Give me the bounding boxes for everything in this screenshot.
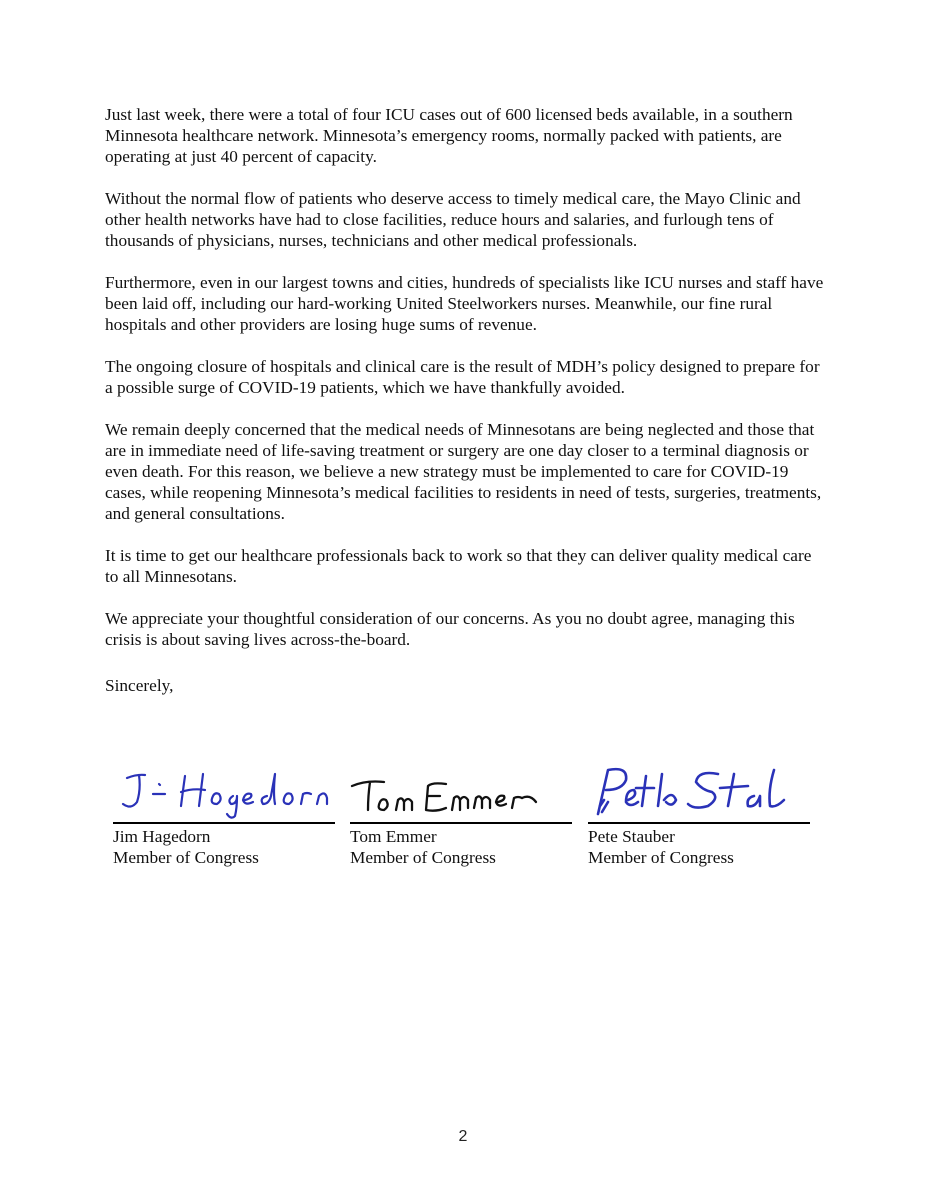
signer-name: Jim Hagedorn: [113, 827, 211, 846]
paragraph-layoffs: Furthermore, even in our largest towns and cities, hundreds of specialists like ICU nurses and staff have been laid off, including our hard-working United Steelworkers nurses. Meanwhile, our fine rural hospitals and other providers are losing huge sums of revenue.: [105, 273, 824, 334]
paragraph-mdh-policy: The ongoing closure of hospitals and clinical care is the result of MDH’s policy designed to prepare for a possible surge of COVID-19 patients, which we have thankfully avoided.: [105, 357, 820, 397]
signature-stauber: [588, 760, 818, 820]
signature-hagedorn: [113, 760, 343, 820]
page-number: 2: [458, 1128, 468, 1145]
signer-title: Member of Congress: [113, 848, 259, 867]
signature-emmer: [350, 760, 580, 820]
signer-title: Member of Congress: [588, 848, 734, 867]
signature-line-stauber: [588, 822, 810, 824]
signature-block: [0, 760, 926, 880]
closing-salutation: Sincerely,: [105, 676, 174, 695]
paragraph-patient-flow: Without the normal flow of patients who deserve access to timely medical care, the Mayo Clinic and other health networks have had to close facilities, reduce hours and salaries, and furlough tens of thousands of physicians, nurses, technicians and other medical professionals.: [105, 189, 801, 250]
paragraph-icu-cases: Just last week, there were a total of four ICU cases out of 600 licensed beds available, in a southern Minnesota healthcare network. Minnesota’s emergency rooms, normally packed with patients, are operating at just 40 percent of capacity.: [105, 105, 793, 166]
signer-name: Tom Emmer: [350, 827, 437, 846]
signature-line-hagedorn: [113, 822, 335, 824]
signature-line-emmer: [350, 822, 572, 824]
paragraph-concerns: We remain deeply concerned that the medical needs of Minnesotans are being neglected and those that are in immediate need of life-saving treatment or surgery are one day closer to a terminal diagnosis or even death. For this reason, we believe a new strategy must be implemented to care for COVID-19 cases, while reopening Minnesota’s medical facilities to residents in need of tests, surgeries, treatments, and general consultations.: [105, 420, 822, 523]
paragraph-appreciation: We appreciate your thoughtful consideration of our concerns. As you no doubt agree, managing this crisis is about saving lives across-the-board.: [105, 609, 795, 649]
signer-title: Member of Congress: [350, 848, 496, 867]
letter-body: [105, 104, 825, 671]
signer-name: Pete Stauber: [588, 827, 675, 846]
paragraph-back-to-work: It is time to get our healthcare professionals back to work so that they can deliver quality medical care to all Minnesotans.: [105, 546, 812, 586]
